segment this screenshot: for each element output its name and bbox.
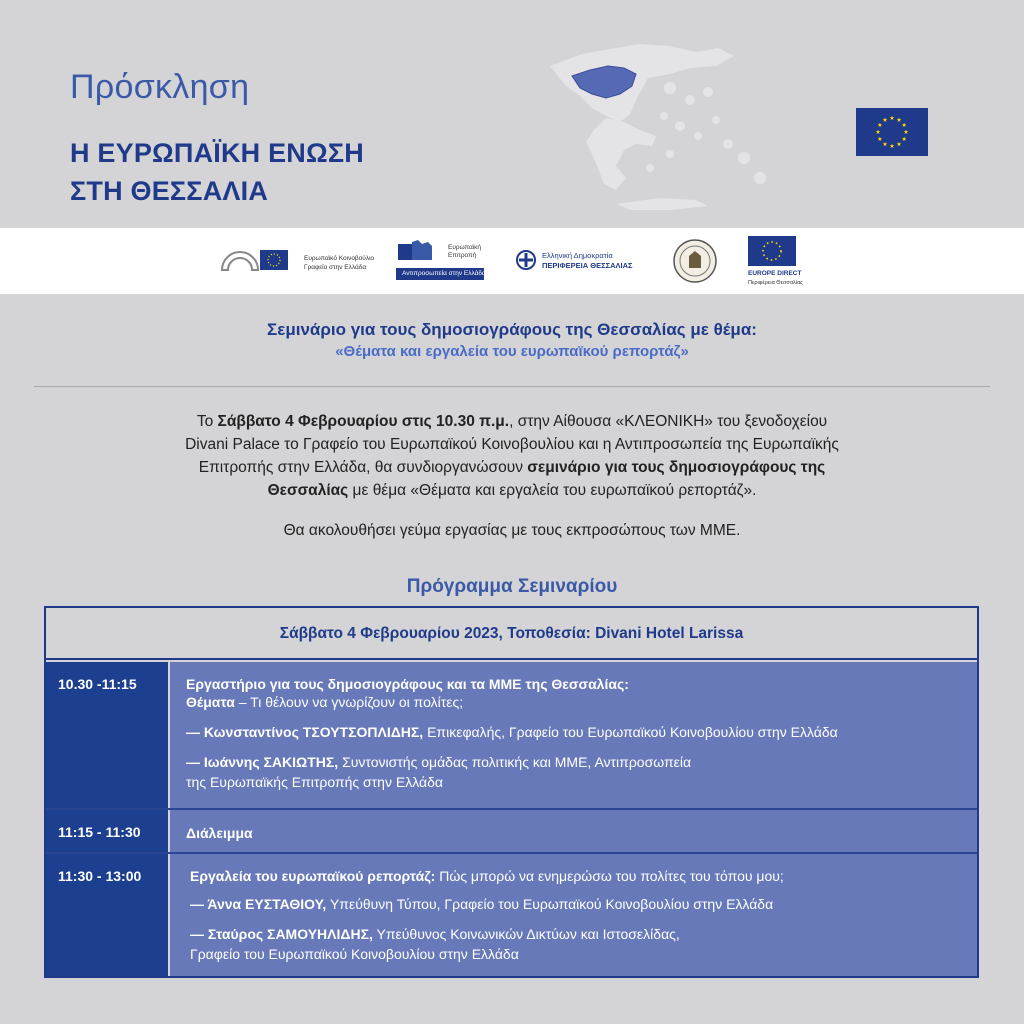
seminar-subtitle: «Θέματα και εργαλεία του ευρωπαϊκού ρεπορτάζ»: [335, 343, 689, 360]
intro-text: Επιτροπής στην Ελλάδα, θα συνδιοργανώσουν: [198, 459, 528, 476]
speaker-role: Γραφείο του Ευρωπαϊκού Κοινοβουλίου στην Ελλάδα: [190, 946, 519, 962]
session-topic: Πώς μπορώ να ενημερώσω του πολίτες του τόπου μου;: [435, 868, 784, 884]
row-description: [170, 854, 977, 976]
parliament-logo-line-2: Γραφείο στην Ελλάδα: [304, 264, 367, 271]
session-heading: Εργαστήριο για τους δημοσιογράφους και τα ΜΜΕ της Θεσσαλίας:: [186, 676, 629, 692]
speaker-role: της Ευρωπαϊκής Επιτροπής στην Ελλάδα: [186, 774, 443, 790]
program-table: [44, 606, 979, 978]
invite-label: Πρόσκληση: [70, 68, 250, 106]
commission-building-icon: [396, 240, 436, 264]
intro-text: με θέμα «Θέματα και εργαλεία του ευρωπαϊκού ρεπορτάζ».: [348, 482, 757, 499]
greek-emblem-icon: [516, 250, 536, 270]
row-time: 11:15 - 11:30: [46, 810, 168, 852]
speaker-name: — Ιωάννης ΣΑΚΙΩΤΗΣ,: [186, 754, 339, 770]
page-title: [70, 134, 364, 210]
speaker-name: — Κωνσταντίνος ΤΣΟΥΤΣΟΠΛΙΔΗΣ,: [186, 724, 424, 740]
row-description: [170, 810, 977, 852]
intro-highlight: Θεσσαλίας: [267, 482, 349, 499]
speaker-role: Υπεύθυνος Κοινωνικών Δικτύων και Ιστοσελίδας,: [372, 926, 680, 942]
session-topic: – Τι θέλουν να γνωρίζουν οι πολίτες;: [234, 694, 464, 710]
greece-map-icon: [520, 18, 790, 218]
row-description: [170, 662, 977, 808]
european-parliament-logo: [220, 240, 375, 284]
title-line-2: ΣΤΗ ΘΕΣΣΑΛΙΑ: [70, 176, 269, 206]
eu-flag-small-icon: [260, 250, 288, 270]
lunch-note: Θα ακολουθήσει γεύμα εργασίας με τους εκπροσώπους των ΜΜΕ.: [283, 522, 741, 539]
commission-logo-band: Αντιπροσωπεία στην Ελλάδα: [402, 270, 486, 277]
session-topic-label: Θέματα: [186, 694, 235, 710]
seminar-title: Σεμινάριο για τους δημοσιογράφους της Θεσσαλίας με θέμα:: [267, 320, 757, 339]
intro-highlight: σεμινάριο για τους δημοσιογράφους της: [527, 459, 826, 476]
european-commission-logo: [396, 240, 486, 284]
break-label: Διάλειμμα: [186, 825, 253, 841]
intro-paragraph: [90, 410, 934, 502]
municipal-seal-logo: [672, 238, 718, 284]
program-title: Πρόγραμμα Σεμιναρίου: [406, 576, 618, 597]
eu-flag-small-icon: [748, 236, 796, 266]
europe-direct-line-2: Περιφέρεια Θεσσαλίας: [748, 280, 803, 286]
row-time: 10.30 -11:15: [46, 662, 168, 808]
speaker-name: — Άννα ΕΥΣΤΑΘΙΟΥ,: [190, 896, 327, 912]
region-thessaly-logo: [516, 246, 651, 278]
speaker-role: Συντονιστής ομάδας πολιτικής και ΜΜΕ, Αντιπροσωπεία: [338, 754, 692, 770]
parliament-logo-line-1: Ευρωπαϊκό Κοινοβούλιο: [304, 255, 375, 262]
speaker-role: Επικεφαλής, Γραφείο του Ευρωπαϊκού Κοινοβουλίου στην Ελλάδα: [423, 724, 838, 740]
europe-direct-logo: [748, 236, 808, 290]
eu-flag-icon: [856, 108, 928, 156]
row-time: 11:30 - 13:00: [46, 854, 168, 976]
intro-text: Το: [196, 413, 218, 430]
parliament-hemicycle-icon: [220, 246, 260, 274]
commission-logo-line-1: Ευρωπαϊκή: [448, 244, 482, 251]
session-heading: Εργαλεία του ευρωπαϊκού ρεπορτάζ:: [190, 868, 436, 884]
partner-logos: [0, 228, 1024, 294]
title-line-1: Η ΕΥΡΩΠΑΪΚΗ ΕΝΩΣΗ: [70, 138, 364, 168]
speaker-role: Υπεύθυνη Τύπου, Γραφείο του Ευρωπαϊκού Κοινοβουλίου στην Ελλάδα: [326, 896, 774, 912]
divider: [34, 386, 990, 387]
region-logo-line-1: Ελληνική Δημοκρατία: [542, 251, 613, 260]
intro-date: Σάββατο 4 Φεβρουαρίου στις 10.30 π.μ.: [217, 413, 510, 430]
speaker-name: — Σταύρος ΣΑΜΟΥΗΛΙΔΗΣ,: [190, 926, 373, 942]
europe-direct-line-1: EUROPE DIRECT: [748, 270, 802, 277]
seal-icon: [672, 238, 718, 284]
header: [0, 0, 1024, 228]
program-table-header: Σάββατο 4 Φεβρουαρίου 2023, Τοποθεσία: Divani Hotel Larissa: [46, 608, 977, 660]
intro-text: , στην Αίθουσα «ΚΛΕΟΝΙΚΗ» του ξενοδοχείου: [509, 413, 828, 430]
region-logo-line-2: ΠΕΡΙΦΕΡΕΙΑ ΘΕΣΣΑΛΙΑΣ: [542, 261, 633, 270]
intro-text: Divani Palace το Γραφείο του Ευρωπαϊκού Κοινοβουλίου και η Αντιπροσωπεία της Ευρωπαϊκής: [185, 436, 839, 453]
commission-logo-line-2: Επιτροπή: [448, 252, 477, 259]
